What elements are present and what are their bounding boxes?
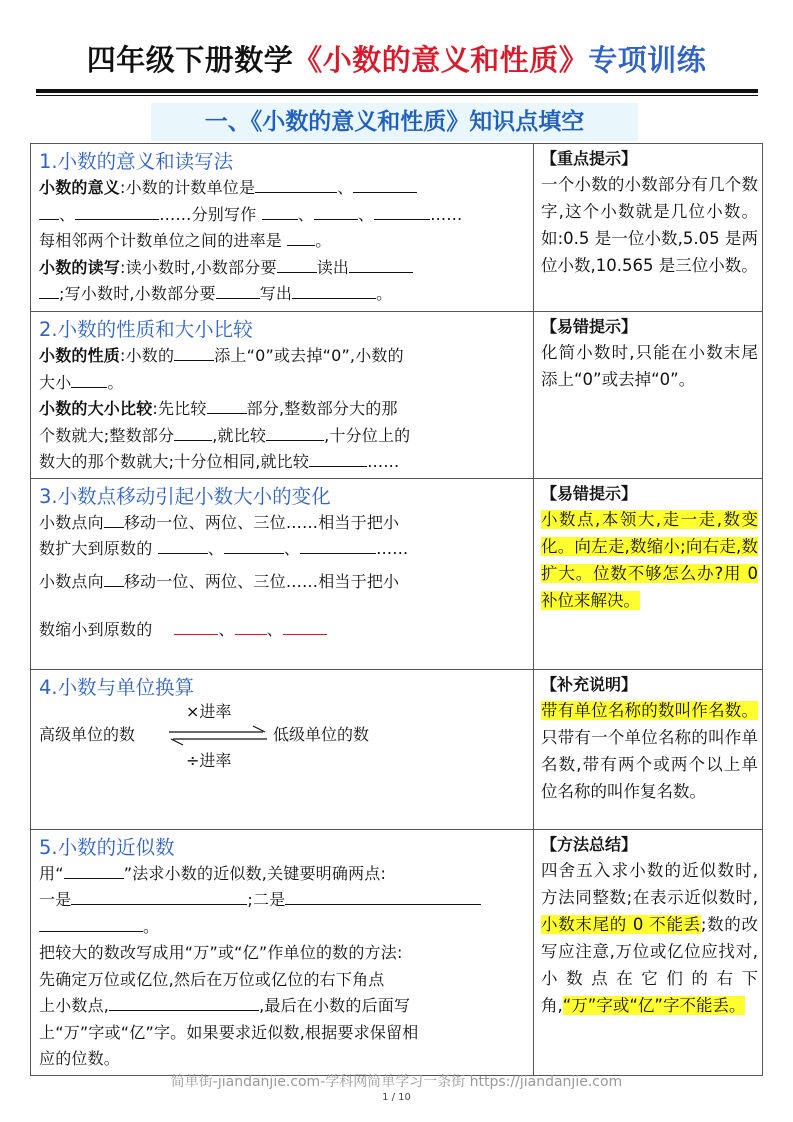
fill-blank[interactable] xyxy=(39,205,59,220)
table-row xyxy=(31,829,763,1075)
knowledge-table xyxy=(30,143,763,1076)
section2-text xyxy=(39,343,527,476)
table-row xyxy=(31,669,763,829)
title-rule-thick xyxy=(36,89,758,93)
text: 用“ xyxy=(39,863,64,883)
fill-blank[interactable] xyxy=(292,284,376,299)
fill-blank[interactable] xyxy=(309,452,367,467)
section1-content xyxy=(31,144,534,312)
fill-blank[interactable] xyxy=(255,178,337,193)
text: 数扩大到原数的 xyxy=(39,539,158,558)
fill-blank[interactable] xyxy=(277,258,317,273)
hint-title: 【方法总结】 xyxy=(541,834,638,854)
text: :读小数时,小数部分要 xyxy=(120,257,277,277)
text: ;二是 xyxy=(247,890,286,909)
fill-blank[interactable] xyxy=(174,346,214,361)
fill-blank[interactable] xyxy=(71,890,247,905)
text: 、 xyxy=(218,620,235,639)
fill-blank[interactable] xyxy=(349,258,413,273)
hint-text xyxy=(541,697,758,805)
text: 写出 xyxy=(259,284,293,303)
fill-blank[interactable] xyxy=(283,620,327,635)
section2-hint xyxy=(534,312,763,479)
text: 先确定万位或亿位,然后在万位或亿位的右下角点 xyxy=(39,969,385,989)
text: 上小数点, xyxy=(39,996,110,1015)
hint-text: 一个小数的小数部分有几个数字,这个小数就是几位小数。如:0.5 是一位小数,5.05 是两位小数,10.565 是三位小数。 xyxy=(541,175,758,275)
section3-content xyxy=(31,478,534,669)
fill-blank[interactable] xyxy=(75,205,159,220)
multiply-rate-label: ×进率 xyxy=(186,701,232,721)
text: 小数点向 xyxy=(39,512,104,532)
highlighted-text: 小数点,本领大,走一走,数变化。向左走,数缩小;向右走,数扩大。位数不够怎么办?用 0 补位来解决。 xyxy=(541,509,758,610)
fill-blank[interactable] xyxy=(216,284,260,299)
section3-text xyxy=(39,510,527,644)
text: 上“万”字或“亿”字。如果要求近似数,根据要求保留相 xyxy=(39,1022,419,1042)
fill-blank[interactable] xyxy=(235,620,267,635)
text: 读出 xyxy=(316,257,350,277)
term-property: 小数的性质 xyxy=(39,346,121,365)
text: 。 xyxy=(107,372,124,392)
text: ,十分位上的 xyxy=(324,425,411,445)
table-row xyxy=(31,312,763,479)
text: 移动一位、两位、三位……相当于把小 xyxy=(123,512,400,532)
fill-blank[interactable] xyxy=(158,539,208,554)
text: …… xyxy=(367,452,400,471)
text: 移动一位、两位、三位……相当于把小 xyxy=(123,571,400,591)
highlighted-text: 小数末尾的 0 不能丢 xyxy=(541,914,701,934)
text: 、 xyxy=(357,204,375,224)
fill-blank[interactable] xyxy=(104,513,124,528)
term-read-write: 小数的读写 xyxy=(39,257,121,277)
section4-heading: 4.小数与单位换算 xyxy=(39,675,195,699)
fill-blank[interactable] xyxy=(224,539,284,554)
title-part3: 专项训练 xyxy=(588,43,707,77)
section2-content xyxy=(31,312,534,479)
section3-hint xyxy=(534,478,763,669)
high-unit-label: 高级单位的数 xyxy=(39,724,136,744)
section3-heading: 3.小数点移动引起小数大小的变化 xyxy=(39,484,331,508)
fill-blank[interactable] xyxy=(71,373,107,388)
text: 、 xyxy=(337,178,354,197)
text: 只带有一个单位名称的叫作单名数,带有两个或两个以上单位名称的叫作复名数。 xyxy=(541,727,758,801)
highlighted-text: 带有单位名称的数叫作名数。 xyxy=(541,700,758,720)
text: 、 xyxy=(59,204,76,224)
text: ;写小数时,小数部分要 xyxy=(59,284,216,303)
table-row xyxy=(31,144,763,312)
text: 、 xyxy=(207,539,224,558)
fill-blank[interactable] xyxy=(174,426,212,441)
page-title xyxy=(0,38,793,79)
section5-content xyxy=(31,829,534,1075)
fill-blank[interactable] xyxy=(300,539,376,554)
fill-blank[interactable] xyxy=(39,917,143,932)
text: 每相邻两个计数单位之间的进率是 xyxy=(39,231,288,250)
section1-text xyxy=(39,175,527,308)
text: …… xyxy=(430,204,463,224)
fill-blank[interactable] xyxy=(285,890,481,905)
text: 四舍五入求小数的近似数时,方法同整数;在表示近似数时, xyxy=(541,860,758,907)
section-subtitle: 一、《小数的意义和性质》知识点填空 xyxy=(151,103,638,141)
text: 大小 xyxy=(39,372,72,392)
highlighted-text: “万”字或“亿”字不能丢。 xyxy=(562,995,746,1015)
text: :小数的 xyxy=(120,346,175,365)
text: 把较大的数改写成用“万”或“亿”作单位的数的方法: xyxy=(39,943,403,962)
term-meaning: 小数的意义 xyxy=(39,178,121,197)
section5-text xyxy=(39,861,527,1073)
text: 。 xyxy=(376,284,393,303)
low-unit-label: 低级单位的数 xyxy=(273,724,370,744)
table-row xyxy=(31,478,763,669)
hint-text xyxy=(541,857,758,1019)
fill-blank[interactable] xyxy=(64,864,124,879)
text: 一是 xyxy=(39,890,72,909)
text: 。 xyxy=(315,231,332,250)
fill-blank[interactable] xyxy=(207,399,247,414)
hint-title: 【易错提示】 xyxy=(541,317,638,336)
title-part2: 《小数的意义和性质》 xyxy=(293,43,589,77)
text: :小数的计数单位是 xyxy=(120,178,256,197)
text: ,就比较 xyxy=(212,425,267,445)
fill-blank[interactable] xyxy=(353,178,417,193)
text: 应的位数。 xyxy=(39,1049,121,1068)
hint-title: 【易错提示】 xyxy=(541,483,638,503)
text: …… xyxy=(376,539,409,558)
text: ;数的改写应注意,万位或亿位应找对,小数点在它们的右下角, xyxy=(541,914,758,1015)
text: :先比较 xyxy=(152,399,207,418)
text: 。 xyxy=(143,916,160,936)
divide-rate-label: ÷进率 xyxy=(186,750,232,770)
section4-hint xyxy=(534,669,763,829)
text: 、 xyxy=(266,620,283,639)
page-number: 1 / 10 xyxy=(382,1092,411,1103)
watermark-text: 简单街-jiandanjie.com-学科网简单学习一条街 https://jiandanjie.com xyxy=(170,1074,623,1090)
text: 小数点向 xyxy=(39,571,104,591)
text: 部分,整数部分大的那 xyxy=(246,399,398,418)
hint-title: 【补充说明】 xyxy=(541,674,638,694)
section2-heading: 2.小数的性质和大小比较 xyxy=(39,318,253,341)
text: 、 xyxy=(283,539,301,558)
term-compare: 小数的大小比较 xyxy=(39,399,153,418)
text: 、 xyxy=(297,204,314,224)
fill-blank[interactable] xyxy=(262,205,298,220)
title-part1: 四年级下册数学 xyxy=(86,43,294,77)
hint-text: 化简小数时,只能在小数末尾添上“0”或去掉“0”。 xyxy=(541,343,758,389)
double-arrow-icon xyxy=(167,725,271,747)
section4-content xyxy=(31,669,534,829)
section5-hint xyxy=(534,829,763,1075)
text: 个数就大;整数部分 xyxy=(39,425,175,445)
section5-heading: 5.小数的近似数 xyxy=(39,835,175,859)
hint-title: 【重点提示】 xyxy=(541,149,638,168)
text: ……分别写作 xyxy=(159,204,262,224)
fill-blank[interactable] xyxy=(374,205,430,220)
section1-hint xyxy=(534,144,763,312)
unit-conversion-diagram xyxy=(39,701,527,785)
fill-blank[interactable] xyxy=(104,572,124,587)
fill-blank[interactable] xyxy=(39,284,59,299)
text: 数缩小到原数的 xyxy=(39,620,153,639)
fill-blank[interactable] xyxy=(109,996,259,1011)
fill-blank[interactable] xyxy=(174,620,218,635)
title-rule-thin xyxy=(36,95,758,96)
text: 添上“0”或去掉“0”,小数的 xyxy=(214,346,404,365)
section1-heading: 1.小数的意义和读写法 xyxy=(39,150,234,173)
hint-text xyxy=(541,506,758,614)
fill-blank[interactable] xyxy=(287,231,315,246)
text: ,最后在小数的后面写 xyxy=(259,996,411,1015)
fill-blank[interactable] xyxy=(266,426,324,441)
text: ”法求小数的近似数,关键要明确两点: xyxy=(123,863,387,883)
fill-blank[interactable] xyxy=(314,205,358,220)
text: 数大的那个数就大;十分位相同,就比较 xyxy=(39,452,310,471)
